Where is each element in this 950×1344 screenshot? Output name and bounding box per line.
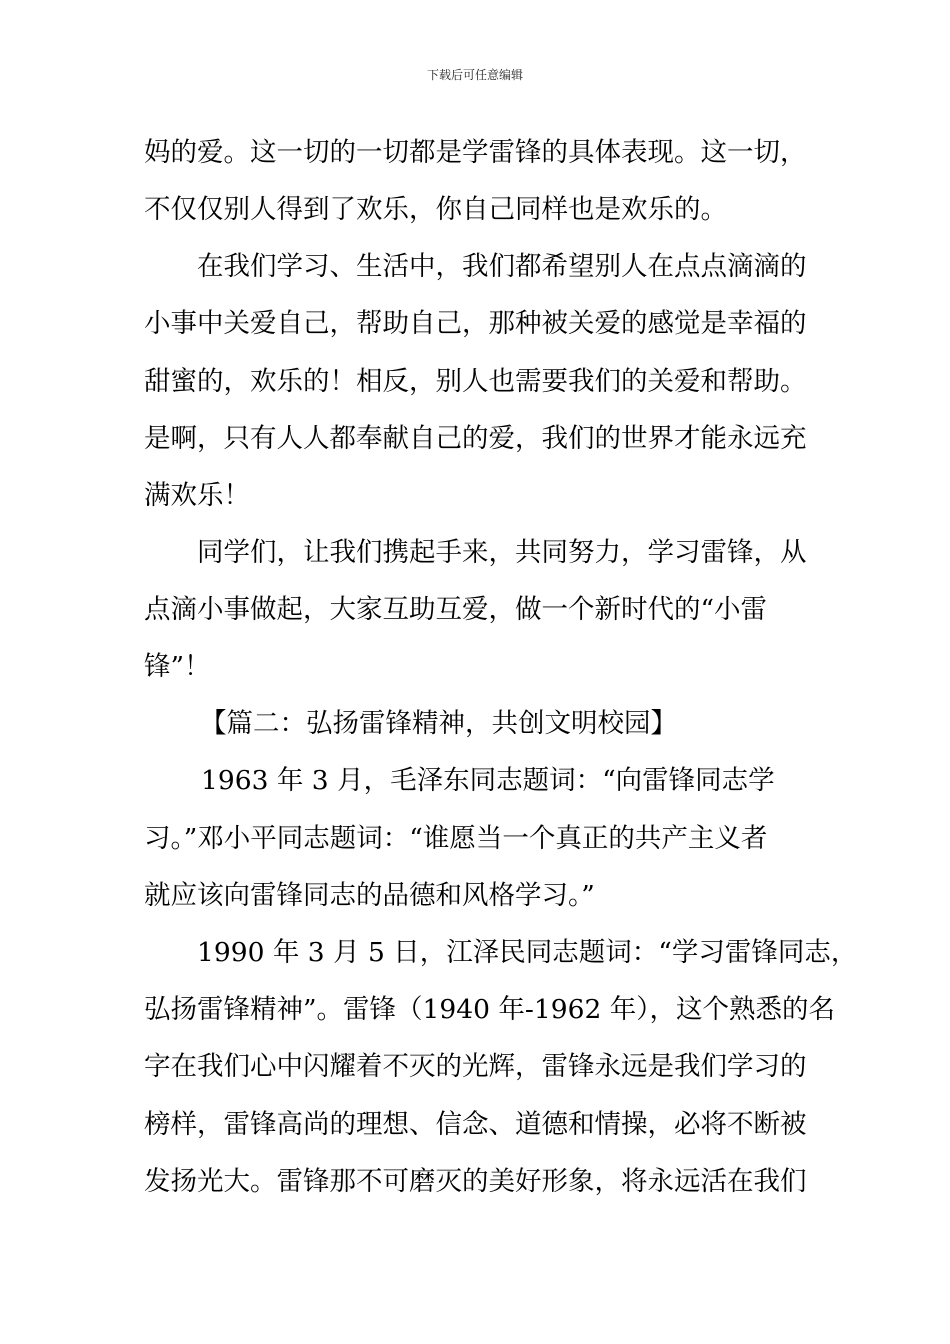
paragraph-line: 1990 年 3 月 5 日，江泽民同志题词：“学习雷锋同志， [197,937,858,968]
paragraph-line: 字在我们心中闪耀着不灭的光辉，雷锋永远是我们学习的 [144,1051,807,1082]
paragraph-line: 1963 年 3 月，毛泽东同志题词：“向雷锋同志学 [201,765,775,796]
paragraph-line: 习。”邓小平同志题词：“谁愿当一个真正的共产主义者 [144,823,768,854]
paragraph-line: 弘扬雷锋精神”。雷锋（1940 年-1962 年），这个熟悉的名 [144,994,835,1025]
paragraph-line: 是啊，只有人人都奉献自己的爱，我们的世界才能永远充 [144,423,807,454]
paragraph-line: 不仅仅别人得到了欢乐，你自己同样也是欢乐的。 [144,194,727,225]
paragraph-line: 锋”！ [144,651,211,682]
paragraph-line: 小事中关爱自己，帮助自己，那种被关爱的感觉是幸福的 [144,308,807,339]
paragraph-line: 在我们学习、生活中，我们都希望别人在点点滴滴的 [197,251,807,282]
paragraph-line: 甜蜜的，欢乐的！相反，别人也需要我们的关爱和帮助。 [144,366,807,397]
page-header: 下载后可任意编辑 [426,68,523,82]
paragraph-line: 榜样，雷锋高尚的理想、信念、道德和情操，必将不断被 [144,1109,807,1140]
paragraph-line: 满欢乐！ [144,480,250,511]
section-heading: 【篇二：弘扬雷锋精神，共创文明校园】 [200,708,677,739]
paragraph-line: 发扬光大。雷锋那不可磨灭的美好形象，将永远活在我们 [144,1166,807,1197]
paragraph-line: 同学们，让我们携起手来，共同努力，学习雷锋，从 [197,537,807,568]
paragraph-line: 妈的爱。这一切的一切都是学雷锋的具体表现。这一切， [144,137,807,168]
paragraph-line: 就应该向雷锋同志的品德和风格学习。” [144,880,595,911]
paragraph-line: 点滴小事做起，大家互助互爱，做一个新时代的“小雷 [144,594,768,625]
